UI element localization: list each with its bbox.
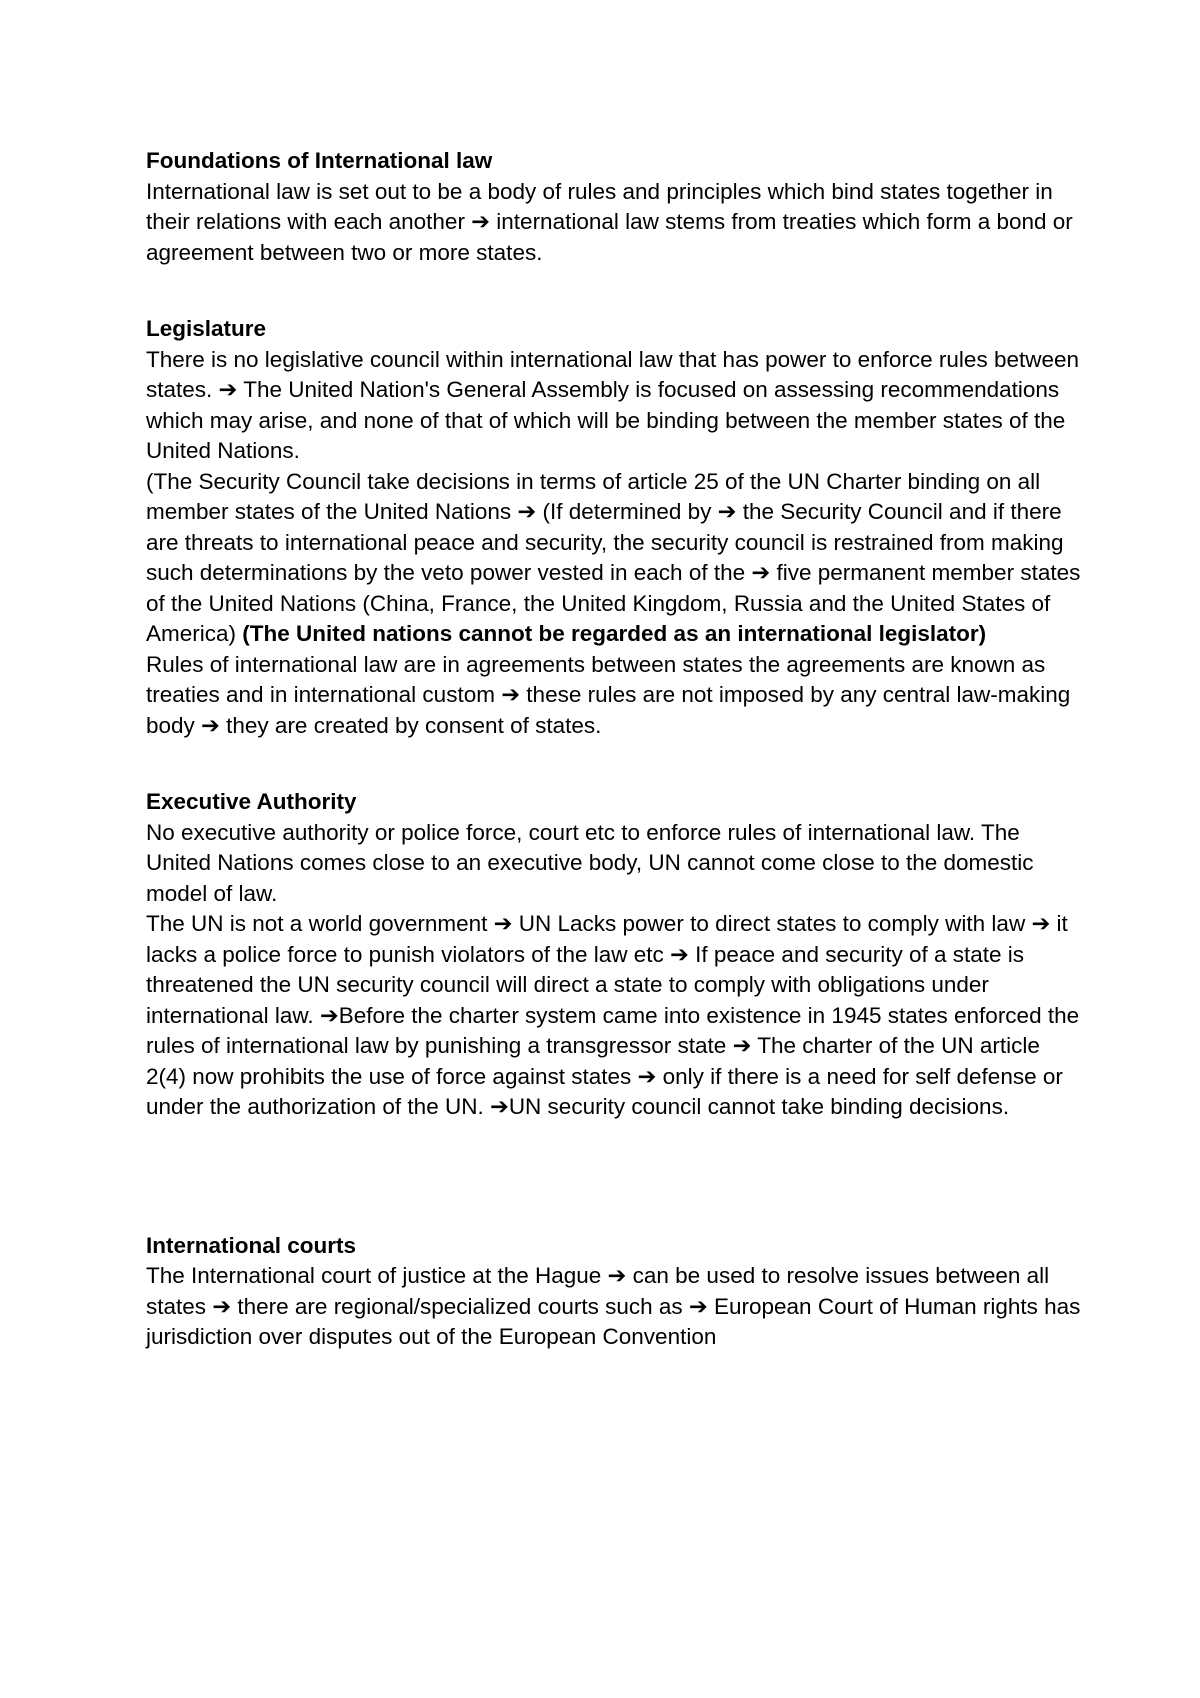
paragraph-text: (The Security Council take decisions in terms of article 25 of the UN Charter binding on all member states of the United Nations ➔ (If determined by ➔ the Security Council and if there are threats to international peace and security, the security council is restrained from making such determinations by the veto power vested in each of the ➔ five permanent member states of the United Nations (China, France, the United Kingdom, Russia and the United States of America) [146, 468, 1081, 646]
section-heading-legislature: Legislature [146, 316, 267, 341]
section-heading-international-courts: International courts [146, 1232, 357, 1258]
paragraph: The International court of justice at the Hague ➔ can be used to resolve issues between all states ➔ there are regional/specialized courts such as ➔ European Court of Human rights has jurisdiction over disputes out of the European Convention [146, 1263, 1081, 1349]
document-body [146, 146, 1086, 1353]
paragraph-with-bold-tail [146, 467, 1086, 650]
section-spacer [146, 1123, 1086, 1231]
paragraph: Rules of international law are in agreements between states the agreements are known as treaties and in international custom ➔ these rules are not imposed by any central law-making body ➔ they are created by consent of states. [146, 651, 1071, 738]
paragraph: The UN is not a world government ➔ UN Lacks power to direct states to comply with law ➔ it lacks a police force to punish violators of the law etc ➔ If peace and security of a state is threatened the UN security council will direct a state to comply with obligations under international law. ➔Before the charter system came into existence in 1945 states enforced the rules of international law by punishing a transgressor state ➔ The charter of the UN article 2(4) now prohibits the use of force against states ➔ only if there is a need for self defense or under the authorization of the UN. ➔UN security council cannot take binding decisions. [146, 911, 1080, 1119]
section-heading-executive-authority: Executive Authority [146, 789, 357, 814]
section-spacer [146, 268, 1086, 314]
paragraph: There is no legislative council within international law that has power to enforce rules between states. ➔ The United Nation's General Assembly is focused on assessing recommendations which may arise, and none of that of which will be binding between the member states of the United Nations. [146, 346, 1080, 463]
bold-statement: (The United nations cannot be regarded as an international legislator) [242, 621, 987, 646]
paragraph: International law is set out to be a body of rules and principles which bind states together in their relations with each another ➔ international law stems from treaties which form a bond or agreement between two or more states. [146, 178, 1073, 265]
paragraph: No executive authority or police force, court etc to enforce rules of international law. The United Nations comes close to an executive body, UN cannot come close to the domestic model of law. [146, 819, 1034, 906]
section-spacer [146, 741, 1086, 787]
section-heading-foundations: Foundations of International law [146, 148, 493, 173]
